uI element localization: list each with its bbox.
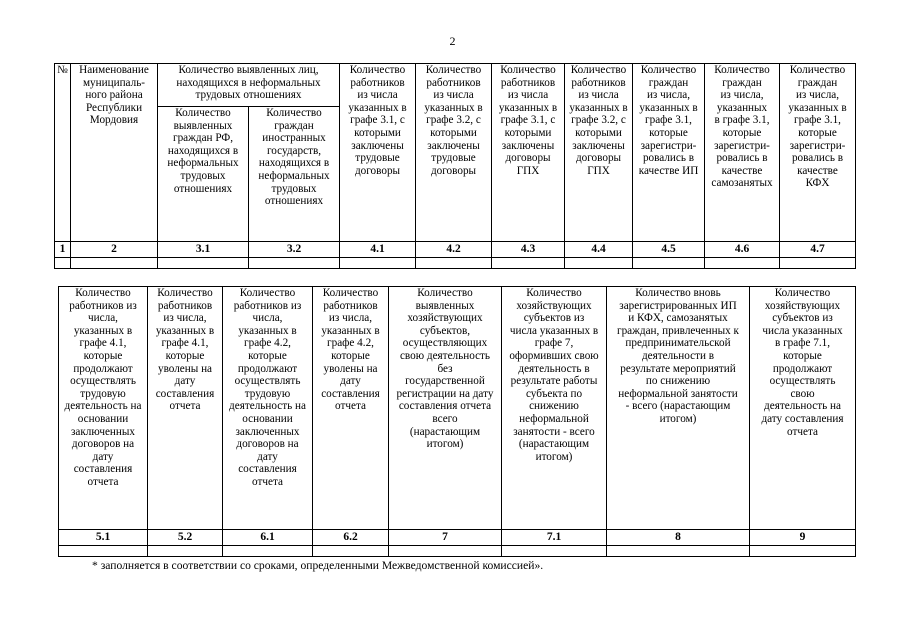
col-num: 4.6 (705, 242, 780, 258)
header-district-name: Наименование муниципаль- ного района Республики Мордовия (71, 64, 158, 242)
header-col-4-2: Количество работников из числа указанных в графе 3.2, с которыми заключены трудовые договоры (416, 64, 492, 242)
header-no: № (55, 64, 71, 242)
col-num: 7.1 (502, 530, 607, 546)
col-num: 3.2 (249, 242, 340, 258)
header-col-9: Количество хозяйствующих субъектов из числа указанных в графе 7.1, которые продолжают осуществлять свою деятельность на дату составления отчета (750, 287, 856, 530)
empty-cell (71, 258, 158, 269)
empty-data-row (59, 546, 856, 557)
header-col-7: Количество выявленных хозяйствующих субъектов, осуществляющих свою деятельность без государственной регистрации на дату составления отчета всего (нарастающим итогом) (389, 287, 502, 530)
empty-cell (607, 546, 750, 557)
empty-cell (492, 258, 565, 269)
header-col-4-3: Количество работников из числа указанных в графе 3.1, с которыми заключены договоры ГПХ (492, 64, 565, 242)
header-col-5-2: Количество работников из числа, указанных в графе 4.1, которые уволены на дату составления отчета (148, 287, 223, 530)
column-number-row (59, 530, 856, 546)
empty-cell (705, 258, 780, 269)
header-col-5-1: Количество работников из числа, указанных в графе 4.1, которые продолжают осуществлять трудовую деятельность на основании заключенных договоров на дату составления отчета (59, 287, 148, 530)
col-num: 1 (55, 242, 71, 258)
footnote: * заполняется в соответствии со сроками, определенными Межведомственной комиссией». (92, 559, 544, 572)
col-num: 8 (607, 530, 750, 546)
header-row-top (55, 64, 856, 107)
header-col-4-6: Количество граждан из числа, указанных в графе 3.1, которые зарегистри- ровались в качестве самозанятых (705, 64, 780, 242)
empty-cell (249, 258, 340, 269)
col-num: 6.1 (223, 530, 313, 546)
col-num: 2 (71, 242, 158, 258)
empty-cell (502, 546, 607, 557)
col-num: 9 (750, 530, 856, 546)
col-num: 7 (389, 530, 502, 546)
header-row (59, 287, 856, 530)
empty-cell (158, 258, 249, 269)
header-col-4-5: Количество граждан из числа, указанных в графе 3.1, которые зарегистри- ровались в качестве ИП (633, 64, 705, 242)
col-num: 5.2 (148, 530, 223, 546)
header-col-7-1: Количество хозяйствующих субъектов из числа указанных в графе 7, оформивших свою деятельность в результате работы субъекта по снижению неформальной занятости - всего (нарастающим итогом) (502, 287, 607, 530)
col-num: 6.2 (313, 530, 389, 546)
empty-cell (416, 258, 492, 269)
col-num: 3.1 (158, 242, 249, 258)
col-num: 4.3 (492, 242, 565, 258)
col-num: 5.1 (59, 530, 148, 546)
header-col-4-1: Количество работников из числа указанных в графе 3.1, с которыми заключены трудовые договоры (340, 64, 416, 242)
col-num: 4.4 (565, 242, 633, 258)
empty-cell (565, 258, 633, 269)
page-number: 2 (449, 34, 456, 48)
report-table-part-1 (54, 63, 856, 269)
header-col-3-2: Количество граждан иностранных государств, находящихся в неформальных трудовых отношениях (249, 107, 340, 242)
col-num: 4.7 (780, 242, 856, 258)
header-col-4-7: Количество граждан из числа, указанных в графе 3.1, которые зарегистри- ровались в качестве КФХ (780, 64, 856, 242)
header-col-6-1: Количество работников из числа, указанных в графе 4.2, которые продолжают осуществлять трудовую деятельность на основании заключенных договоров на дату составления отчета (223, 287, 313, 530)
col-num: 4.1 (340, 242, 416, 258)
empty-cell (750, 546, 856, 557)
empty-cell (313, 546, 389, 557)
empty-cell (59, 546, 148, 557)
empty-cell (633, 258, 705, 269)
empty-cell (389, 546, 502, 557)
header-informal-group: Количество выявленных лиц, находящихся в неформальных трудовых отношениях (158, 64, 340, 107)
header-col-3-1: Количество выявленных граждан РФ, находящихся в неформальных трудовых отношениях (158, 107, 249, 242)
column-number-row (55, 242, 856, 258)
report-table-part-2 (58, 286, 856, 557)
col-num: 4.5 (633, 242, 705, 258)
empty-cell (148, 546, 223, 557)
header-col-6-2: Количество работников из числа, указанных в графе 4.2, которые уволены на дату составления отчета (313, 287, 389, 530)
empty-data-row (55, 258, 856, 269)
header-col-8: Количество вновь зарегистрированных ИП и КФХ, самозанятых граждан, привлеченных к предпринимательской деятельности в результате мероприятий по снижению неформальной занятости - всего (нарастающим итогом) (607, 287, 750, 530)
empty-cell (223, 546, 313, 557)
header-col-4-4: Количество работников из числа указанных в графе 3.2, с которыми заключены договоры ГПХ (565, 64, 633, 242)
empty-cell (55, 258, 71, 269)
empty-cell (780, 258, 856, 269)
empty-cell (340, 258, 416, 269)
col-num: 4.2 (416, 242, 492, 258)
